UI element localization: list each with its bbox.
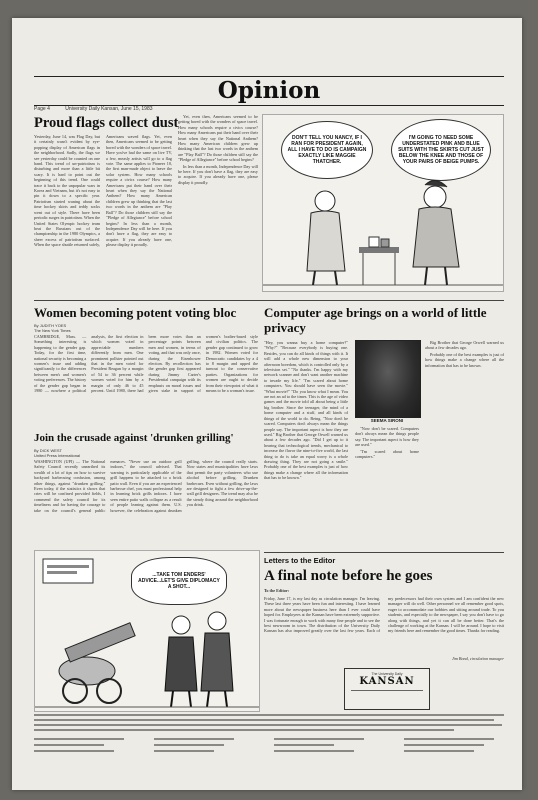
- editorial-cartoon-policy: [34, 550, 260, 712]
- cartoon-policy-drawing: [35, 551, 259, 711]
- kansan-masthead-box: [344, 668, 430, 710]
- kansan-tagline: The University Daily: [371, 672, 403, 676]
- headline-computer-age: Computer age brings on a world of little privacy: [264, 305, 487, 335]
- author-name: SEEMA SIRONI: [370, 418, 404, 423]
- speech-bubble-right: I'M GOING TO NEED SOME UNDERSTATED PINK AND BLUE SUITS WITH THE SKIRTS CUT JUST BELOW THE KNEE AND THOSE OF YOUR PAIRS OF BEIGE PUMPS.: [391, 119, 491, 181]
- letters-signature: Jim Bond, circulation manager: [451, 656, 504, 661]
- newspaper-page: [12, 18, 522, 790]
- kansan-nameplate: KANSAN: [359, 676, 415, 687]
- section-masthead: [34, 76, 504, 106]
- article-voting-bloc-body: CAMBRIDGE, Mass. — Something interesting is happening to the gender gap. Today, for the first time, national security is becoming a women's issue and adding significantly to the differences between men's and women's voting preferences. The history of the gender gap began in 1980 — nowhere a political analysts, the first election in which women voted in appreciable numbers differently from men. One prominent pollster pointed out that in the men voted for President Reagan by a margin of 54 to 36 percent while women voted for him by a margin of only 46 to 45 percent. Until 1980, there had been more votes than an percentage points between men and women, in terms of voting, and that was only once, during the Eisenhower election. By recollection has the gender gap first appeared during Jimmy Carter's Presidential campaign with its emphasis on moral issues and given stake in support of women's bodies-based style and civilian politics. The gender gap continued to grow in 1982. Women voted for Democratic candidates by a 4 to 8 margin and upped the turnout to the conservative parties. Organizations for women are ought to decide from their viewpoint of what it means to be a woman's issue.: [34, 334, 258, 394]
- byline-voting-bloc: By JUDITH YOES The New York Times: [34, 323, 71, 333]
- divider-rule-letters: [264, 552, 504, 553]
- author-photo: [355, 340, 421, 418]
- article-proud-flags-body: Yesterday, June 14, was Flag Day, but it certainly wasn't evident by eye-popping display of American flags in the neighborhood. Sadly, the flags we see yesterday could be counted on one hand. This trend of un-patriotism is disturbing and more than a little bit scary. It is hard to point out the beginning of this trend. One could trace it back to the unpopular wars in Korea and Vietnam, but it's not easy to pin it down to a specific year. Patriotism started waning about the time hockey skirts and teddy socks went out of style. There have been periodic surges in patriotism. When the United States Olympic hockey team beat the Russians out of the championship in the 1980 Olympics, a sheer excess of patriotism surfaced. When the space shuttle returned safely, Americans waved flags. Yet, even then, Americans seemed to be getting bored with the wonders of space travel. Have you've had the same on live TV, a few, measly artists will go to a flag vote. The same applies to Pioneer 10, the first man-made object to leave the solar system. How many schools require a civics course? How many Americans put their hand over their heart when they say the National Anthem? How many American children grew up thinking that the last two words in the anthem are "Play Ball"? Do those children still say the "Pledge of Allegiance" before school begins? In less than a month, Independence Day will be here. If you don't have a flag, they are easy to acquire. If you already have one, please display it proudly.: [34, 134, 172, 248]
- folio-page: Page 4: [34, 106, 50, 112]
- article-computer-age-body-1: "Hey, you wanna buy a home computer?" "Why?" "Because everybody is buying one. Besides, you can do all kinds of things with it. It will add a whole new dimension to your afternoon boredom, which is controlled only by a television set." "No thanks. I'm happy with my network scanner and don't want another machine to invade my life." "I'm scared about home computers. You should have seen the movie." "What movie?" "Do you know what I mean. You are not an ad to the times. This is the age of video games and the movie told all about being a little big brother. Since the teenager, the mind of a home computer and a stuff, and all kinds of things of the world to do. Being. "Now don't be scared. Computers don't always mean the things people say. The important aspect is how they are used." Big Brother that George Orwell warned us about a few decades ago. "Did I get up to it hearing that technological trends, mechanical to increase the flavor the nine-to-five world, the last thing to do is take an equal worry is a whole drawing thing. They are not going a smile." Probably one of the best examples is just of how things make a change where all the information that has to be known.": [264, 340, 348, 481]
- headline-proud-flags: Proud flags collect dust: [34, 115, 179, 131]
- headline-letters: A final note before he goes: [264, 568, 433, 584]
- folio-paper: University Daily Kansan, June 15, 1983: [65, 106, 153, 112]
- kansan-rule: [351, 690, 423, 691]
- editorial-cartoon-flags: [262, 114, 504, 292]
- article-proud-flags-continued: Yet, even then, Americans seemed to be getting bored with the wonders of space travel. How many schools require a civics course? How many Americans put their hand over their heart when they say the National Anthem? How many American children grew up thinking that the last two words in the anthem are "Play Ball"? Do those children still say the "Pledge of Allegiance" before school begins? In less than a month, Independence Day will be here. If you don't have a flag, they are easy to acquire. If you already have one, please display it proudly.: [178, 114, 258, 185]
- headline-crusade: Join the crusade against 'drunken grilling': [34, 432, 234, 444]
- letters-section-label: Letters to the Editor: [264, 556, 336, 565]
- staff-listing: [34, 712, 504, 782]
- cartoon-drawing: [263, 175, 503, 289]
- letters-body: Friday, June 17, is my last day as circulation manager. I'm leaving. These last three years have been fun and interesting. I have learned more about the newspaper business here than I ever could have hoped for. Employees at the Kansan have been extremely supportive. I was fortunate enough to work with many fine people and to see the best newsroom in town. The distribution of the University Daily Kansan has also improved greatly over the last few years. Each of my predecessors had their own system and I am confident the new manager will do well. Other personnel we all remember good spots, eager to accommodate our hobbies and sitting around trade. To you students, and especially to the newspaper, I say you don't have to go along with things, and yet it can all be done better. That's the challenge of working at the Kansan. I will be around. I hope to visit my friends here and remember the good times. Thanks for reading.: [264, 596, 504, 634]
- letters-salutation: To the Editor:: [264, 588, 290, 593]
- speech-bubble-policy: ...TAKE TOM ENDERS' ADVICE...LET'S GIVE DIPLOMACY A SHOT...: [131, 557, 227, 605]
- byline-crusade: By DICK WEST United Press International: [34, 448, 81, 458]
- headline-voting-bloc: Women becoming potent voting bloc: [34, 305, 237, 320]
- divider-rule: [34, 300, 504, 301]
- article-computer-age-body-3: Big Brother that George Orwell warned us about a few decades ago. Probably one of the best examples is just of how things make a change where all the information that has to be known.: [425, 340, 504, 368]
- folio-line: [34, 106, 504, 112]
- section-title: Opinion: [217, 77, 321, 104]
- article-computer-age-body-2: "Now don't be scared. Computers don't always mean the things people say. The important aspect is how they are used." "I'm scared about home computers.": [355, 426, 419, 460]
- article-crusade-body: WASHINGTON (UPI) — The National Safety Council recently unearthed its wealth of a lot of tips on how to survive backyard barbecuing confusion, among other things, against "drunken grilling." Even today, if the statistics it shows that cries will be confined provided fields, I commend the safety council for its timeliness and for having the courage to take on the council's general public menaces. "Never use an outdoor grill indoors," the council advised. That warning is particularly applicable of the grill happens to be attached to a brick patio wall. Even if you are an experienced barbecue chef, you must professional help in learning brick grills indoors. I have seen entire patio walls collapse as a result of people leaning against them. U.S. however, the celebration against drunken grilling, where the council really starts. Now states and municipalities have laws that permit the party volunteers who use alcohol before grilling. Drunken barbecues. Even without grilling, the laws are designed to fight a few drive-up-the-wall grill designers. The trend may also be the steady thing around the neighborhood you drink.: [34, 459, 258, 513]
- speech-bubble-left: DON'T TELL YOU NANCY, IF I RAN FOR PRESIDENT AGAIN, ALL I HAVE TO DO IS CAMPAIGN EXACTLY LIKE MAGGIE THATCHER.: [281, 121, 373, 179]
